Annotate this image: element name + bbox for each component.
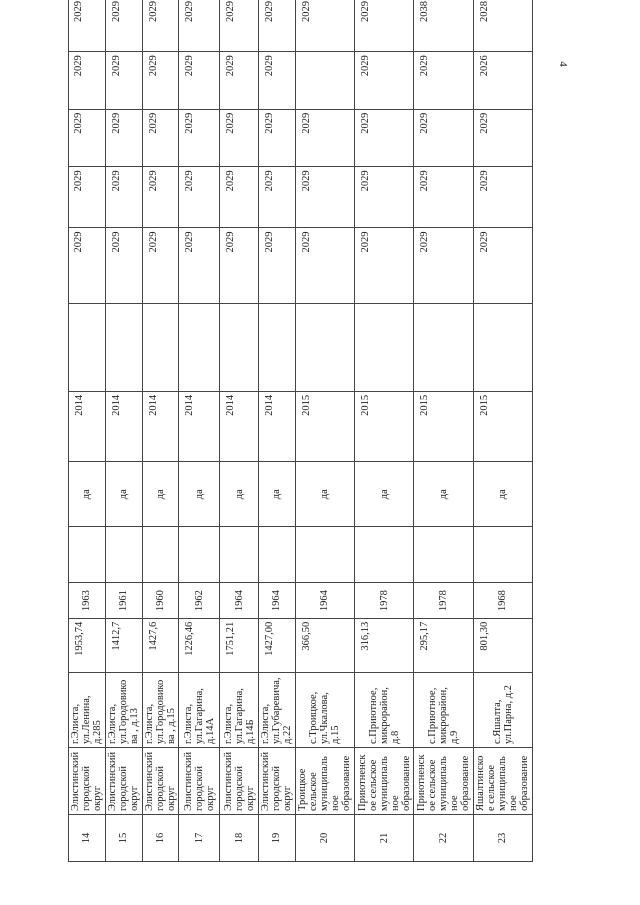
cell-empty <box>220 527 259 583</box>
cell-number: 16 <box>142 814 179 861</box>
cell-year-2: 2029 <box>355 228 414 303</box>
cell-flag: да <box>259 462 296 527</box>
table-row <box>295 0 354 862</box>
cell-year-built: 1963 <box>69 583 106 618</box>
cell-number: 14 <box>69 814 106 861</box>
cell-start-year: 2015 <box>414 391 473 462</box>
cell-year-3: 2029 <box>295 167 354 228</box>
cell-year-built: 1960 <box>142 583 179 618</box>
cell-year-5: 2029 <box>105 52 142 110</box>
cell-number: 22 <box>414 814 473 861</box>
table-row <box>142 0 179 862</box>
cell-area: 1427,6 <box>142 618 179 672</box>
cell-number: 19 <box>259 814 296 861</box>
cell-flag: да <box>179 462 220 527</box>
cell-year-2: 2029 <box>473 228 532 303</box>
cell-year-4: 2029 <box>142 109 179 167</box>
cell-year-1 <box>473 303 532 391</box>
cell-address: с.Приютное, микрорайон, д.9 <box>414 672 473 747</box>
table-row <box>105 0 142 862</box>
cell-year-4: 2029 <box>69 109 106 167</box>
cell-empty <box>179 527 220 583</box>
cell-year-built: 1962 <box>179 583 220 618</box>
cell-district: Приютненское сельское муниципальное образование <box>355 747 414 814</box>
table-row <box>473 0 532 862</box>
cell-flag: да <box>473 462 532 527</box>
table-row <box>259 0 296 862</box>
cell-district: Элистинский городской округ <box>105 747 142 814</box>
cell-year-1 <box>142 303 179 391</box>
cell-district: Элистинский городской округ <box>69 747 106 814</box>
cell-year-2: 2029 <box>179 228 220 303</box>
cell-area: 1751,21 <box>220 618 259 672</box>
cell-year-6: 2029 <box>220 0 259 52</box>
page-number: 4 <box>556 61 569 67</box>
cell-empty <box>414 527 473 583</box>
cell-year-2: 2029 <box>295 228 354 303</box>
cell-year-4: 2029 <box>295 109 354 167</box>
cell-empty <box>295 527 354 583</box>
cell-year-6: 2029 <box>295 0 354 52</box>
cell-number: 17 <box>179 814 220 861</box>
cell-year-built: 1968 <box>473 583 532 618</box>
cell-year-4: 2029 <box>179 109 220 167</box>
cell-year-1 <box>105 303 142 391</box>
cell-flag: да <box>295 462 354 527</box>
cell-year-3: 2029 <box>355 167 414 228</box>
cell-year-2: 2029 <box>142 228 179 303</box>
cell-number: 20 <box>295 814 354 861</box>
cell-year-4: 2029 <box>220 109 259 167</box>
cell-year-built: 1978 <box>355 583 414 618</box>
cell-year-6: 2029 <box>259 0 296 52</box>
cell-year-3: 2029 <box>105 167 142 228</box>
cell-flag: да <box>69 462 106 527</box>
cell-address: г.Элиста, ул.Гагарина, д.14А <box>179 672 220 747</box>
table-row <box>69 0 106 862</box>
cell-area: 801,30 <box>473 618 532 672</box>
cell-flag: да <box>414 462 473 527</box>
cell-year-built: 1964 <box>295 583 354 618</box>
cell-address: г.Элиста, ул.Городовикова , д.15 <box>142 672 179 747</box>
cell-area: 1953,74 <box>69 618 106 672</box>
cell-year-built: 1961 <box>105 583 142 618</box>
cell-district: Элистинский городской округ <box>142 747 179 814</box>
cell-year-4: 2029 <box>105 109 142 167</box>
cell-year-1 <box>414 303 473 391</box>
cell-year-5: 2029 <box>259 52 296 110</box>
cell-year-1 <box>179 303 220 391</box>
cell-year-4: 2029 <box>473 109 532 167</box>
cell-empty <box>259 527 296 583</box>
cell-start-year: 2015 <box>473 391 532 462</box>
cell-flag: да <box>142 462 179 527</box>
cell-year-5: 2029 <box>179 52 220 110</box>
cell-year-built: 1978 <box>414 583 473 618</box>
cell-area: 366,50 <box>295 618 354 672</box>
cell-number: 18 <box>220 814 259 861</box>
cell-year-6: 2029 <box>142 0 179 52</box>
cell-year-2: 2029 <box>220 228 259 303</box>
cell-address: г.Элиста, ул.Городовикова , д.13 <box>105 672 142 747</box>
cell-year-6: 2029 <box>179 0 220 52</box>
cell-empty <box>142 527 179 583</box>
cell-year-1 <box>355 303 414 391</box>
cell-year-2: 2029 <box>69 228 106 303</box>
cell-year-6: 2029 <box>105 0 142 52</box>
cell-year-5: 2029 <box>355 52 414 110</box>
cell-year-5: 2029 <box>220 52 259 110</box>
cell-district: Яшалтинское сельское муниципальное образование <box>473 747 532 814</box>
cell-address: с.Троицкое, ул.Чкалова, д.15 <box>295 672 354 747</box>
cell-year-4: 2029 <box>259 109 296 167</box>
cell-empty <box>69 527 106 583</box>
cell-year-1 <box>295 303 354 391</box>
cell-start-year: 2014 <box>259 391 296 462</box>
cell-year-6: 2028 <box>473 0 532 52</box>
table-row <box>220 0 259 862</box>
cell-address: с.Приютное, микрорайон, д.8 <box>355 672 414 747</box>
cell-address: г.Элиста, ул.Губаревича, д.22 <box>259 672 296 747</box>
cell-area: 316,13 <box>355 618 414 672</box>
cell-number: 23 <box>473 814 532 861</box>
cell-empty <box>355 527 414 583</box>
cell-empty <box>105 527 142 583</box>
cell-flag: да <box>105 462 142 527</box>
cell-district: Троицкое сельское муниципальное образование <box>295 747 354 814</box>
cell-address: г.Элиста, ул.Гагарина, д.14Б <box>220 672 259 747</box>
cell-year-built: 1964 <box>220 583 259 618</box>
cell-year-3: 2029 <box>179 167 220 228</box>
cell-address: с.Яшалта, ул.Парна, д.2 <box>473 672 532 747</box>
cell-year-6: 2038 <box>414 0 473 52</box>
cell-year-3: 2029 <box>69 167 106 228</box>
cell-start-year: 2014 <box>105 391 142 462</box>
cell-start-year: 2014 <box>142 391 179 462</box>
cell-year-5: 2026 <box>473 52 532 110</box>
cell-year-1 <box>220 303 259 391</box>
cell-number: 21 <box>355 814 414 861</box>
table-row <box>414 0 473 862</box>
cell-start-year: 2014 <box>179 391 220 462</box>
cell-empty <box>473 527 532 583</box>
cell-area: 1226,46 <box>179 618 220 672</box>
cell-start-year: 2014 <box>69 391 106 462</box>
cell-year-5: 2029 <box>69 52 106 110</box>
cell-year-built: 1964 <box>259 583 296 618</box>
cell-year-3: 2029 <box>414 167 473 228</box>
cell-year-3: 2029 <box>473 167 532 228</box>
cell-year-3: 2029 <box>259 167 296 228</box>
cell-year-2: 2029 <box>414 228 473 303</box>
table-row <box>179 0 220 862</box>
cell-area: 295,17 <box>414 618 473 672</box>
cell-year-2: 2029 <box>259 228 296 303</box>
cell-flag: да <box>220 462 259 527</box>
cell-year-1 <box>259 303 296 391</box>
cell-year-1 <box>69 303 106 391</box>
cell-area: 1412,7 <box>105 618 142 672</box>
cell-year-3: 2029 <box>220 167 259 228</box>
cell-address: г.Элиста, ул.Ленина, д.285 <box>69 672 106 747</box>
housing-repair-schedule-table <box>68 0 533 862</box>
cell-year-6: 2029 <box>355 0 414 52</box>
cell-year-4: 2029 <box>355 109 414 167</box>
cell-year-3: 2029 <box>142 167 179 228</box>
cell-year-5: 2029 <box>414 52 473 110</box>
table-row <box>355 0 414 862</box>
rotated-table-container <box>68 0 533 862</box>
cell-district: Элистинский городской округ <box>259 747 296 814</box>
cell-area: 1427,00 <box>259 618 296 672</box>
cell-year-6: 2029 <box>69 0 106 52</box>
cell-district: Приютненское сельское муниципальное образование <box>414 747 473 814</box>
cell-flag: да <box>355 462 414 527</box>
cell-start-year: 2015 <box>355 391 414 462</box>
cell-year-5 <box>295 52 354 110</box>
cell-number: 15 <box>105 814 142 861</box>
cell-district: Элистинский городской округ <box>220 747 259 814</box>
cell-start-year: 2014 <box>220 391 259 462</box>
cell-district: Элистинский городской округ <box>179 747 220 814</box>
cell-year-5: 2029 <box>142 52 179 110</box>
cell-year-2: 2029 <box>105 228 142 303</box>
cell-start-year: 2015 <box>295 391 354 462</box>
cell-year-4: 2029 <box>414 109 473 167</box>
